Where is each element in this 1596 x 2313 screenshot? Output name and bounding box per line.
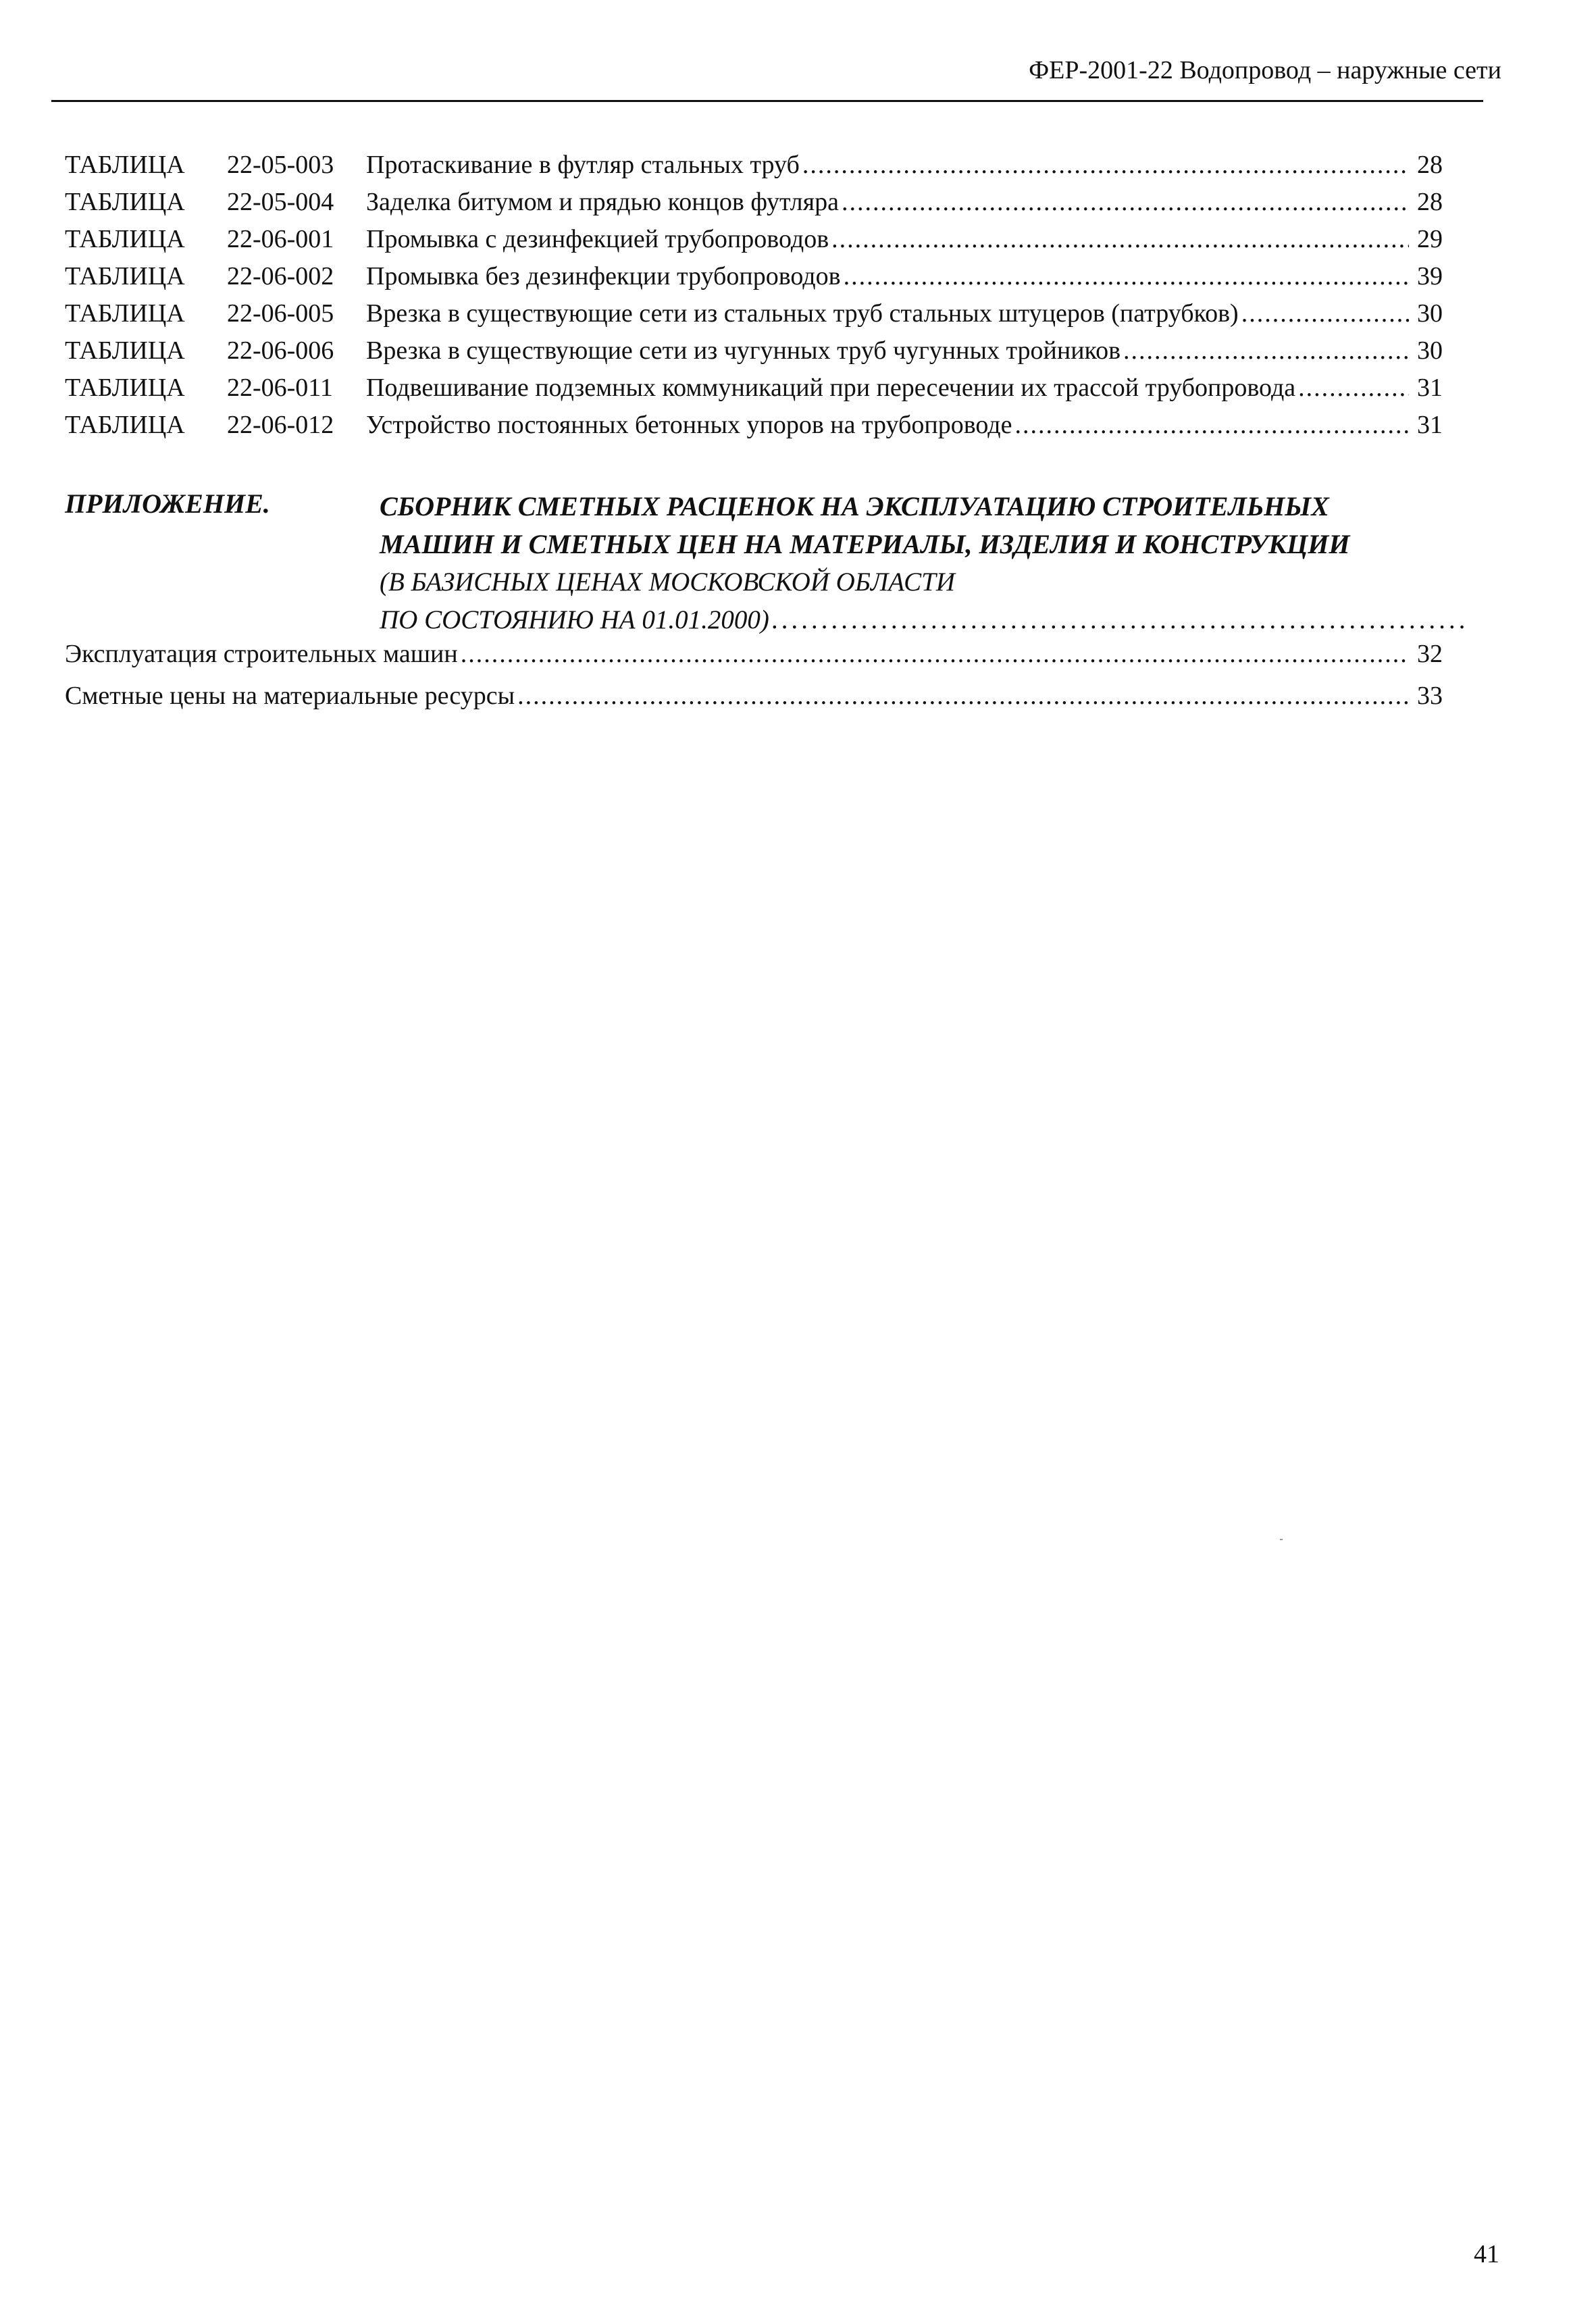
toc-entry-page: 28: [1417, 151, 1443, 179]
toc-entry-title: Промывка без дезинфекции трубопроводов: [366, 262, 841, 290]
header-rule: [51, 100, 1483, 102]
scan-speck: [1280, 1539, 1283, 1540]
running-header-title: ФЕР-2001-22 Водопровод – наружные сети: [1029, 56, 1501, 84]
toc-entry-page: 30: [1417, 299, 1443, 328]
resource-entry-page: 32: [1417, 640, 1443, 668]
toc-entry[interactable]: [65, 187, 1443, 224]
toc-entry-title: Врезка в существующие сети из чугунных труб чугунных тройников: [366, 336, 1121, 365]
appendix-heading-line: СБОРНИК СМЕТНЫХ РАСЦЕНОК НА ЭКСПЛУАТАЦИЮ СТРОИТЕЛЬНЫХ: [380, 491, 1329, 522]
page-number: 41: [1474, 2240, 1499, 2268]
resource-entry[interactable]: [65, 639, 1443, 681]
toc-entry-title: Устройство постоянных бетонных упоров на трубопроводе: [366, 411, 1012, 439]
toc-entry-kind: ТАБЛИЦА: [65, 151, 185, 179]
dot-leader: [802, 150, 1409, 180]
dot-leader: [1298, 373, 1409, 403]
toc-entry-title: Промывка с дезинфекцией трубопроводов: [366, 225, 829, 253]
toc-entry-code: 22-06-006: [227, 336, 334, 365]
toc-entry-title: Врезка в существующие сети из стальных труб стальных штуцеров (патрубков): [366, 299, 1239, 328]
appendix-subheading-line: ПО СОСТОЯНИЮ НА 01.01.2000): [380, 605, 769, 634]
dot-leader: [772, 601, 1466, 639]
toc-entry[interactable]: [65, 261, 1443, 299]
toc-entry-page: 39: [1417, 262, 1443, 290]
toc-entry-code: 22-06-011: [227, 374, 333, 402]
toc-entry-code: 22-06-002: [227, 262, 334, 290]
toc-entry-page: 28: [1417, 188, 1443, 216]
resource-entry-title: Сметные цены на материальные ресурсы: [65, 682, 515, 710]
toc-entry[interactable]: [65, 410, 1443, 447]
toc-entry-page: 31: [1417, 374, 1443, 402]
toc-entry[interactable]: [65, 224, 1443, 261]
toc-entry[interactable]: [65, 336, 1443, 373]
appendix-subheading-line: (В БАЗИСНЫХ ЦЕНАХ МОСКОВСКОЙ ОБЛАСТИ: [380, 567, 955, 596]
toc-entry[interactable]: [65, 150, 1443, 187]
table-of-contents: [65, 150, 1443, 447]
toc-entry-code: 22-05-004: [227, 188, 334, 216]
dot-leader: [842, 187, 1409, 217]
appendix-heading[interactable]: [380, 488, 1460, 639]
toc-entry-page: 29: [1417, 225, 1443, 253]
dot-leader: [831, 224, 1409, 254]
toc-entry-kind: ТАБЛИЦА: [65, 262, 185, 290]
toc-entry-title: Подвешивание подземных коммуникаций при пересечении их трассой трубопровода: [366, 374, 1296, 402]
resource-entry-page: 33: [1417, 682, 1443, 710]
toc-entry-code: 22-05-003: [227, 151, 334, 179]
dot-leader: [517, 681, 1409, 711]
resources-list: [65, 639, 1443, 723]
toc-entry-title: Протаскивание в футляр стальных труб: [366, 151, 800, 179]
toc-entry-code: 22-06-001: [227, 225, 334, 253]
toc-entry-kind: ТАБЛИЦА: [65, 411, 185, 439]
toc-entry-code: 22-06-005: [227, 299, 334, 328]
toc-entry-page: 31: [1417, 411, 1443, 439]
toc-entry-kind: ТАБЛИЦА: [65, 374, 185, 402]
toc-entry-kind: ТАБЛИЦА: [65, 336, 185, 365]
appendix-label: ПРИЛОЖЕНИЕ.: [65, 488, 270, 519]
dot-leader: [1123, 336, 1409, 365]
toc-entry-code: 22-06-012: [227, 411, 334, 439]
appendix-heading-line: МАШИН И СМЕТНЫХ ЦЕН НА МАТЕРИАЛЫ, ИЗДЕЛИЯ И КОНСТРУКЦИИ: [380, 529, 1350, 559]
toc-entry-kind: ТАБЛИЦА: [65, 188, 185, 216]
dot-leader: [461, 639, 1409, 669]
appendix-date-row: [380, 601, 1468, 639]
toc-entry[interactable]: [65, 299, 1443, 336]
toc-entry-title: Заделка битумом и прядью концов футляра: [366, 188, 839, 216]
dot-leader: [844, 261, 1409, 291]
resource-entry-title: Эксплуатация строительных машин: [65, 640, 458, 668]
dot-leader: [1241, 299, 1409, 328]
resource-entry[interactable]: [65, 681, 1443, 723]
toc-entry-kind: ТАБЛИЦА: [65, 225, 185, 253]
toc-entry[interactable]: [65, 373, 1443, 410]
toc-entry-page: 30: [1417, 336, 1443, 365]
toc-entry-kind: ТАБЛИЦА: [65, 299, 185, 328]
dot-leader: [1015, 410, 1410, 440]
